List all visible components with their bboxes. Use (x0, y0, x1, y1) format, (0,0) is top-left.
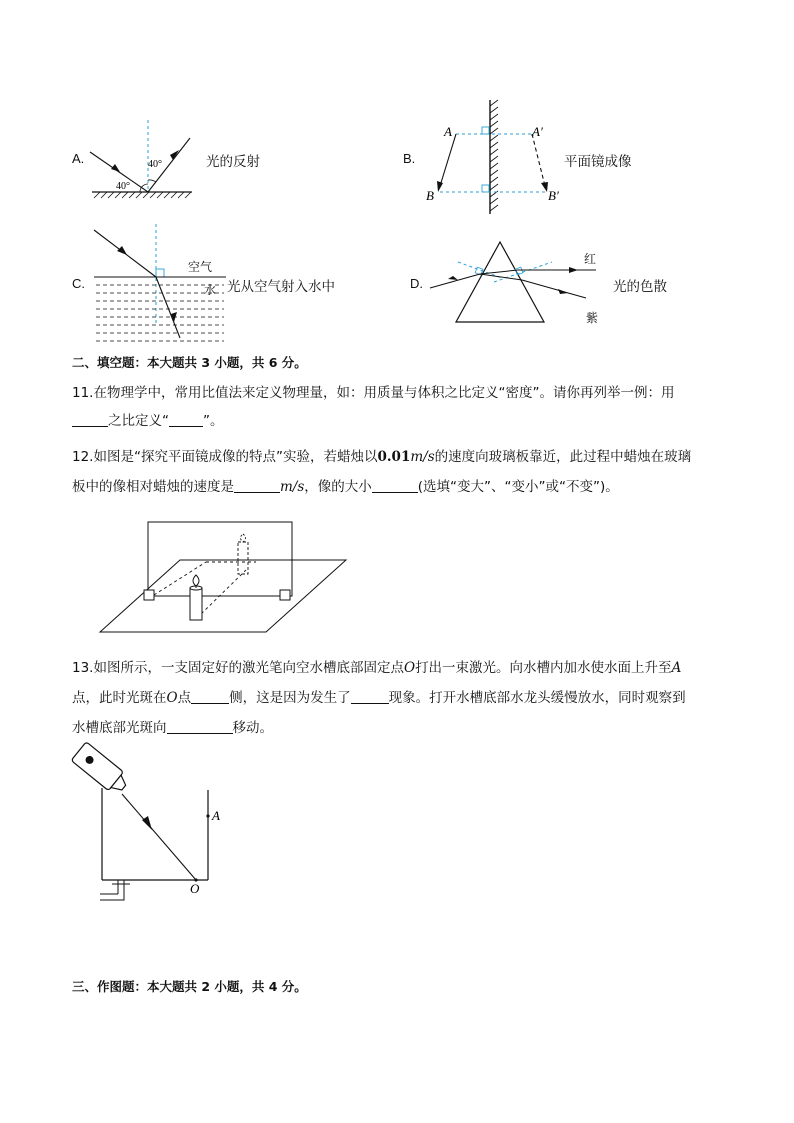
option-c-diagram (90, 222, 230, 344)
q13-line3b: 移动。 (232, 720, 273, 736)
q13-line2c: 侧，这是因为发生了 (229, 690, 351, 706)
option-d-diagram (428, 232, 608, 332)
q13-point-a: A (671, 660, 682, 676)
option-d-letter: D. (410, 276, 423, 291)
q13-line2b: 点 (177, 690, 192, 706)
q13-label-o: O (190, 881, 200, 896)
section-2-title: 二、填空题：本大题共 3 小题，共 6 分。 (72, 355, 307, 370)
q11-line2 (72, 411, 224, 431)
q13-point-o-2: O (166, 690, 178, 706)
option-b-diagram (420, 98, 580, 218)
q13-line2a: 点，此时光斑在 (72, 690, 167, 706)
q11-blank-2[interactable] (169, 412, 203, 427)
q13-blank-2[interactable] (351, 689, 389, 704)
q12-figure (96, 518, 350, 638)
section-3-title: 三、作图题：本大题共 2 小题，共 4 分。 (72, 979, 307, 994)
option-b-caption: 平面镜成像 (564, 154, 632, 170)
q11-blank-1[interactable] (72, 412, 108, 427)
q12-speed: 0.01 (377, 449, 411, 465)
q13-figure (66, 740, 236, 912)
q13-line1a: 13.如图所示，一支固定好的激光笔向空水槽底部固定点 (72, 660, 404, 676)
q13-point-o: O (403, 660, 416, 676)
option-c-air-label: 空气 (188, 260, 213, 274)
q12-line2 (72, 477, 619, 497)
option-c-letter: C. (72, 276, 85, 291)
option-a-angle-reflect: 40° (148, 159, 162, 170)
q11-part2: 之比定义“ (108, 413, 169, 429)
q12-line2a: 板中的像相对蜡烛的速度是 (72, 479, 234, 495)
option-b-letter: B. (403, 151, 416, 166)
q13-line3 (72, 718, 273, 738)
option-a-caption: 光的反射 (206, 154, 260, 170)
option-b-label-a: A (444, 124, 452, 139)
q13-blank-3[interactable] (167, 719, 233, 734)
option-b-label-b: B (426, 188, 434, 203)
q12-blank-2[interactable] (372, 478, 418, 493)
q12-unit-2: m/s (280, 479, 305, 495)
q12-line2b: ，像的大小 (304, 479, 372, 495)
q12-blank-1[interactable] (234, 478, 280, 493)
q13-line2 (72, 688, 686, 708)
q11-part3: ”。 (203, 413, 224, 429)
option-a-letter: A. (72, 151, 85, 166)
option-d-violet-label: 紫 (586, 311, 599, 325)
option-a-angle-incident: 40° (116, 181, 130, 192)
q12-line1b: 的速度向玻璃板靠近，此过程中蜡烛在玻璃 (434, 449, 692, 465)
option-a-diagram (86, 112, 196, 202)
q13-label-a: A (212, 808, 220, 823)
q12-line1 (72, 447, 691, 467)
q13-blank-1[interactable] (191, 689, 229, 704)
option-d-red-label: 红 (584, 252, 597, 266)
q12-unit: m/s (410, 449, 435, 465)
q13-line3a: 水槽底部光斑向 (72, 720, 167, 736)
option-d-caption: 光的色散 (613, 279, 667, 295)
q13-line2d: 现象。打开水槽底部水龙头缓慢放水，同时观察到 (388, 690, 686, 706)
option-b-label-b-prime: B′ (548, 188, 559, 203)
q12-line1a: 12.如图是“探究平面镜成像的特点”实验，若蜡烛以 (72, 449, 378, 465)
option-c-caption: 光从空气射入水中 (227, 279, 335, 295)
q13-line1b: 打出一束激光。向水槽内加水使水面上升至 (415, 660, 672, 676)
option-b-label-a-prime: A′ (532, 124, 543, 139)
q12-line2c: (选填“变大”、“变小”或“不变”)。 (417, 479, 619, 495)
q13-line1 (72, 658, 681, 678)
option-c-water-label: 水 (204, 283, 217, 297)
q11-line1: 11.在物理学中，常用比值法来定义物理量，如：用质量与体积之比定义“密度”。请你再列举一例：用 (72, 385, 675, 401)
